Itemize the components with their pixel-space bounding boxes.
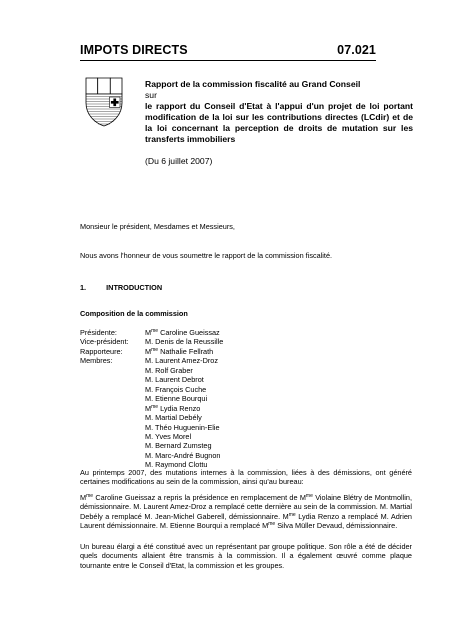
role-label: Rapporteure: — [80, 346, 123, 356]
member-name: M. Martial Debély — [145, 413, 202, 423]
header-number: 07.021 — [337, 43, 376, 57]
coat-of-arms-icon — [85, 77, 123, 127]
mme-title: $M^{me}$ — [80, 493, 94, 502]
replacements-paragraph: $M^{me}$ Caroline Gueissaz a repris la présidence en remplacement de $M^{me}$ Violaine Blétry de Montmollin, démissionnaire. M. Laurent Amez-Droz a remplacé cette dernière au sein de la commission. M. Martial Debély a remplacé M. Jean-Michel Gaberell, démissionnaire. $M^{me}$ Lydia Renzo a remplacé M. Adrien Laurent démissionnaire. M. Etienne Bourqui a remplacé $M^{me}$ Silva Müller Devaud, démissionnaire. — [80, 493, 413, 531]
member-name: M. Etienne Bourqui — [145, 394, 208, 404]
section-title: INTRODUCTION — [106, 283, 163, 292]
header-rule — [80, 60, 376, 61]
section-number: 1. — [80, 283, 87, 292]
member-name: M. Laurent Amez-Droz — [145, 356, 218, 366]
report-title: Rapport de la commission fiscalité au Grand Conseil — [145, 79, 361, 89]
member-name: M. Laurent Debrot — [145, 375, 204, 385]
intro-text: Nous avons l'honneur de vous soumettre le rapport de la commission fiscalité. — [80, 251, 333, 260]
member-name: M. Théo Huguenin-Elie — [145, 422, 220, 432]
header-department: IMPOTS DIRECTS — [80, 43, 188, 57]
member-name: $M^{me}$ Caroline Gueissaz — [145, 328, 220, 337]
member-name: $M^{me}$ Lydia Renzo — [145, 403, 201, 413]
report-title-block — [145, 79, 413, 167]
member-name: M. Rolf Graber — [145, 365, 193, 375]
title-connector: sur — [145, 90, 157, 100]
member-list — [145, 328, 305, 470]
role-label: Présidente: — [80, 328, 117, 337]
role-label: Membres: — [80, 356, 113, 366]
role-label: Vice-président: — [80, 337, 129, 347]
salutation: Monsieur le président, Mesdames et Messieurs, — [80, 222, 235, 231]
member-name: M. Denis de la Reussille — [145, 337, 224, 347]
composition-heading: Composition de la commission — [80, 309, 188, 318]
member-name: M. Bernard Zumsteg — [145, 441, 212, 451]
member-name: M. Raymond Clottu — [145, 460, 208, 470]
bureau-paragraph: Un bureau élargi a été constitué avec un représentant par groupe politique. Son rôle a été de décider quels documents allaient être transmis à la commission. Il a également œuvré comme plaque tournante entre le Conseil d'Etat, la commission et les groupes. — [80, 542, 412, 570]
report-date: (Du 6 juillet 2007) — [145, 156, 213, 166]
member-name: $M^{me}$ Nathalie Fellrath — [145, 346, 214, 356]
section-heading — [80, 283, 162, 292]
mutations-paragraph: Au printemps 2007, des mutations internes à la commission, liées à des démissions, ont généré certaines modifications au sein de la commission, ainsi qu'au bureau: — [80, 468, 412, 487]
member-name: M. Yves Morel — [145, 431, 192, 441]
report-subject: le rapport du Conseil d'Etat à l'appui d'un projet de loi portant modification de la loi sur les contributions directes (LCdir) et de la loi concernant la perception de droits de mutation sur les transferts immobiliers — [145, 101, 413, 144]
member-name: M. Marc-André Bugnon — [145, 450, 221, 460]
member-name: M. François Cuche — [145, 384, 207, 394]
